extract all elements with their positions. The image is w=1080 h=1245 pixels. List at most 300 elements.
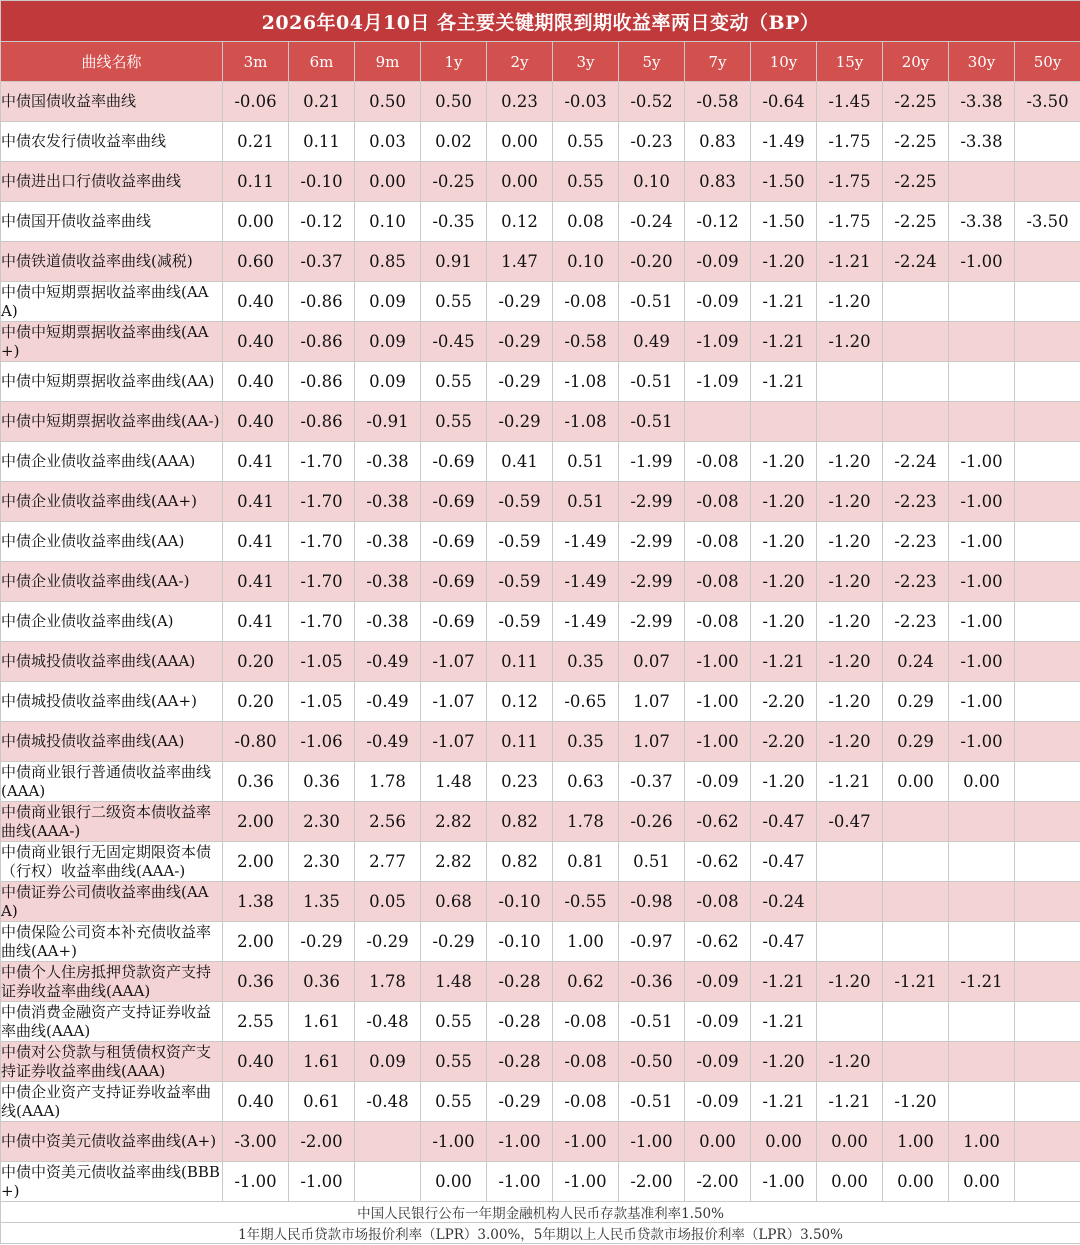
value-cell: -1.00	[223, 1162, 289, 1202]
value-cell	[949, 922, 1015, 962]
value-cell: -1.00	[685, 642, 751, 682]
value-cell: -1.00	[949, 522, 1015, 562]
value-cell: 0.36	[223, 962, 289, 1002]
value-cell: 0.40	[223, 362, 289, 402]
value-cell: -0.49	[355, 682, 421, 722]
table-row	[1, 722, 1080, 762]
value-cell: -1.07	[421, 642, 487, 682]
value-cell: 0.41	[223, 482, 289, 522]
value-cell: -1.99	[619, 442, 685, 482]
table-row	[1, 242, 1080, 282]
value-cell: 1.48	[421, 762, 487, 802]
table-row	[1, 362, 1080, 402]
value-cell: -2.23	[883, 482, 949, 522]
value-cell: -1.20	[817, 682, 883, 722]
value-cell: 0.03	[355, 122, 421, 162]
value-cell: -1.70	[289, 602, 355, 642]
value-cell: -0.51	[619, 1082, 685, 1122]
curve-name-cell: 中债企业债收益率曲线(AA)	[1, 522, 223, 562]
value-cell: 2.30	[289, 842, 355, 882]
value-cell: -0.35	[421, 202, 487, 242]
curve-name-cell: 中债中短期票据收益率曲线(AA+)	[1, 322, 223, 362]
value-cell: 0.41	[223, 562, 289, 602]
value-cell: -0.28	[487, 962, 553, 1002]
value-cell: -0.86	[289, 402, 355, 442]
value-cell: -1.21	[817, 762, 883, 802]
table-row	[1, 602, 1080, 642]
value-cell: -1.00	[949, 562, 1015, 602]
header-tenor: 9m	[355, 42, 421, 82]
value-cell: 0.41	[223, 522, 289, 562]
value-cell	[1015, 162, 1080, 202]
value-cell	[883, 842, 949, 882]
value-cell: -1.21	[949, 962, 1015, 1002]
value-cell: 0.55	[553, 162, 619, 202]
value-cell	[883, 322, 949, 362]
curve-name-cell: 中债保险公司资本补充债收益率曲线(AA+)	[1, 922, 223, 962]
value-cell: -0.51	[619, 402, 685, 442]
value-cell: -3.50	[1015, 82, 1080, 122]
header-tenor: 3y	[553, 42, 619, 82]
value-cell	[949, 322, 1015, 362]
value-cell: -0.09	[685, 1082, 751, 1122]
value-cell: 0.55	[553, 122, 619, 162]
curve-name-cell: 中债企业债收益率曲线(AA+)	[1, 482, 223, 522]
value-cell	[1015, 122, 1080, 162]
value-cell: 0.36	[223, 762, 289, 802]
value-cell: -0.47	[751, 842, 817, 882]
value-cell: 0.00	[355, 162, 421, 202]
value-cell: -1.21	[817, 242, 883, 282]
value-cell	[883, 922, 949, 962]
value-cell: 1.38	[223, 882, 289, 922]
value-cell	[949, 282, 1015, 322]
value-cell: -0.69	[421, 442, 487, 482]
value-cell: -2.23	[883, 602, 949, 642]
value-cell: -1.00	[949, 602, 1015, 642]
value-cell: 0.61	[289, 1082, 355, 1122]
value-cell: -1.20	[751, 522, 817, 562]
value-cell	[817, 1002, 883, 1042]
value-cell: -0.08	[685, 442, 751, 482]
table-row	[1, 1162, 1080, 1202]
value-cell: -2.24	[883, 242, 949, 282]
table-row	[1, 162, 1080, 202]
value-cell: -0.86	[289, 282, 355, 322]
value-cell: -0.08	[685, 482, 751, 522]
table-row	[1, 882, 1080, 922]
value-cell: -1.21	[817, 1082, 883, 1122]
value-cell: 0.36	[289, 762, 355, 802]
value-cell: -2.00	[619, 1162, 685, 1202]
value-cell: -0.50	[619, 1042, 685, 1082]
value-cell: -0.47	[817, 802, 883, 842]
value-cell: -0.38	[355, 602, 421, 642]
value-cell: -2.99	[619, 602, 685, 642]
value-cell: 0.49	[619, 322, 685, 362]
curve-name-cell: 中债城投债收益率曲线(AA)	[1, 722, 223, 762]
value-cell	[1015, 1162, 1080, 1202]
value-cell: -1.75	[817, 202, 883, 242]
value-cell: -1.20	[817, 642, 883, 682]
value-cell	[1015, 522, 1080, 562]
value-cell	[817, 842, 883, 882]
table-row	[1, 802, 1080, 842]
value-cell: -1.00	[949, 682, 1015, 722]
value-cell: 0.20	[223, 682, 289, 722]
value-cell: -0.55	[553, 882, 619, 922]
value-cell: -1.00	[619, 1122, 685, 1162]
value-cell: -1.20	[817, 482, 883, 522]
value-cell: -0.45	[421, 322, 487, 362]
value-cell: -2.23	[883, 562, 949, 602]
value-cell: -1.20	[751, 762, 817, 802]
value-cell: 1.07	[619, 682, 685, 722]
value-cell: -1.70	[289, 562, 355, 602]
value-cell: -1.20	[751, 562, 817, 602]
header-tenor: 20y	[883, 42, 949, 82]
value-cell: -0.49	[355, 642, 421, 682]
value-cell: 2.00	[223, 842, 289, 882]
value-cell	[883, 402, 949, 442]
value-cell: -0.69	[421, 602, 487, 642]
value-cell	[1015, 882, 1080, 922]
value-cell: -1.20	[817, 962, 883, 1002]
value-cell: -0.29	[355, 922, 421, 962]
value-cell: -0.28	[487, 1002, 553, 1042]
value-cell: 1.78	[553, 802, 619, 842]
curve-name-cell: 中债证券公司债收益率曲线(AAA)	[1, 882, 223, 922]
table-row	[1, 1122, 1080, 1162]
value-cell: 0.02	[421, 122, 487, 162]
value-cell: -2.00	[289, 1122, 355, 1162]
value-cell: -2.00	[685, 1162, 751, 1202]
value-cell: 0.40	[223, 402, 289, 442]
header-tenor: 2y	[487, 42, 553, 82]
value-cell: -1.00	[949, 722, 1015, 762]
value-cell: 0.08	[553, 202, 619, 242]
value-cell: -1.75	[817, 122, 883, 162]
curve-name-cell: 中债城投债收益率曲线(AAA)	[1, 642, 223, 682]
value-cell: -1.20	[817, 442, 883, 482]
value-cell: 2.56	[355, 802, 421, 842]
value-cell: -2.25	[883, 162, 949, 202]
curve-name-cell: 中债国开债收益率曲线	[1, 202, 223, 242]
value-cell: 1.00	[553, 922, 619, 962]
value-cell: -2.99	[619, 562, 685, 602]
table-row	[1, 1002, 1080, 1042]
value-cell: -1.20	[751, 482, 817, 522]
value-cell	[1015, 802, 1080, 842]
value-cell: 0.11	[487, 722, 553, 762]
value-cell: -1.20	[751, 1042, 817, 1082]
value-cell	[1015, 682, 1080, 722]
value-cell	[949, 1002, 1015, 1042]
value-cell: -0.10	[487, 882, 553, 922]
value-cell	[1015, 562, 1080, 602]
value-cell: -2.25	[883, 122, 949, 162]
value-cell: 1.47	[487, 242, 553, 282]
value-cell: -2.20	[751, 682, 817, 722]
value-cell	[949, 402, 1015, 442]
value-cell: 0.81	[553, 842, 619, 882]
curve-name-cell: 中债中短期票据收益率曲线(AA-)	[1, 402, 223, 442]
value-cell: 0.55	[421, 1082, 487, 1122]
value-cell: -1.20	[817, 722, 883, 762]
value-cell	[1015, 442, 1080, 482]
header-tenor: 3m	[223, 42, 289, 82]
header-row	[1, 42, 1080, 82]
value-cell: -1.70	[289, 442, 355, 482]
table-row	[1, 322, 1080, 362]
value-cell	[685, 402, 751, 442]
value-cell: -2.24	[883, 442, 949, 482]
value-cell: -1.20	[751, 442, 817, 482]
value-cell	[1015, 362, 1080, 402]
value-cell: -0.09	[685, 282, 751, 322]
value-cell	[817, 402, 883, 442]
header-tenor: 5y	[619, 42, 685, 82]
value-cell: -0.29	[421, 922, 487, 962]
value-cell: 0.00	[949, 1162, 1015, 1202]
value-cell: 2.00	[223, 802, 289, 842]
value-cell: 0.62	[553, 962, 619, 1002]
value-cell: 0.00	[883, 1162, 949, 1202]
value-cell: 0.36	[289, 962, 355, 1002]
table-row	[1, 962, 1080, 1002]
value-cell	[883, 362, 949, 402]
value-cell: -1.49	[553, 602, 619, 642]
curve-name-cell: 中债消费金融资产支持证券收益率曲线(AAA)	[1, 1002, 223, 1042]
value-cell: 2.55	[223, 1002, 289, 1042]
value-cell: -1.08	[553, 402, 619, 442]
value-cell: 0.83	[685, 122, 751, 162]
value-cell	[817, 882, 883, 922]
value-cell	[1015, 482, 1080, 522]
value-cell	[817, 922, 883, 962]
table-row	[1, 1042, 1080, 1082]
header-curve-name: 曲线名称	[1, 42, 223, 82]
value-cell: 0.41	[487, 442, 553, 482]
value-cell: 0.23	[487, 82, 553, 122]
curve-name-cell: 中债城投债收益率曲线(AA+)	[1, 682, 223, 722]
value-cell	[751, 402, 817, 442]
value-cell: -3.38	[949, 202, 1015, 242]
table-row	[1, 282, 1080, 322]
value-cell: 0.55	[421, 1002, 487, 1042]
value-cell: -0.49	[355, 722, 421, 762]
value-cell: -0.09	[685, 762, 751, 802]
value-cell: 0.05	[355, 882, 421, 922]
note-row	[1, 1202, 1080, 1223]
value-cell	[949, 882, 1015, 922]
value-cell: 0.21	[289, 82, 355, 122]
value-cell: -1.00	[949, 242, 1015, 282]
value-cell	[1015, 402, 1080, 442]
table-row	[1, 842, 1080, 882]
value-cell: -1.21	[751, 362, 817, 402]
value-cell	[949, 802, 1015, 842]
header-tenor: 15y	[817, 42, 883, 82]
value-cell: -0.38	[355, 442, 421, 482]
header-tenor: 6m	[289, 42, 355, 82]
value-cell: 0.09	[355, 362, 421, 402]
value-cell: -0.91	[355, 402, 421, 442]
header-tenor: 30y	[949, 42, 1015, 82]
value-cell: 0.40	[223, 322, 289, 362]
header-tenor: 1y	[421, 42, 487, 82]
value-cell	[1015, 242, 1080, 282]
value-cell: 0.07	[619, 642, 685, 682]
value-cell: 0.63	[553, 762, 619, 802]
value-cell: -0.12	[289, 202, 355, 242]
value-cell	[883, 882, 949, 922]
value-cell: -1.21	[751, 642, 817, 682]
curve-name-cell: 中债商业银行二级资本债收益率曲线(AAA-)	[1, 802, 223, 842]
value-cell: -0.25	[421, 162, 487, 202]
value-cell: 0.21	[223, 122, 289, 162]
value-cell: -1.00	[685, 722, 751, 762]
value-cell	[949, 1042, 1015, 1082]
value-cell: -0.97	[619, 922, 685, 962]
value-cell: 0.12	[487, 202, 553, 242]
value-cell: -0.59	[487, 602, 553, 642]
value-cell: -0.52	[619, 82, 685, 122]
value-cell: -0.58	[553, 322, 619, 362]
value-cell: -1.08	[553, 362, 619, 402]
value-cell: 0.00	[487, 162, 553, 202]
value-cell: -1.05	[289, 642, 355, 682]
value-cell: -1.07	[421, 682, 487, 722]
value-cell: -0.47	[751, 922, 817, 962]
value-cell: -2.99	[619, 482, 685, 522]
value-cell: 0.11	[289, 122, 355, 162]
value-cell: -0.09	[685, 242, 751, 282]
value-cell: 0.11	[487, 642, 553, 682]
value-cell: -0.24	[619, 202, 685, 242]
value-cell: 0.68	[421, 882, 487, 922]
value-cell: 0.40	[223, 1082, 289, 1122]
value-cell: -1.20	[751, 602, 817, 642]
table-row	[1, 562, 1080, 602]
value-cell: -3.38	[949, 82, 1015, 122]
value-cell: -1.21	[751, 1002, 817, 1042]
value-cell: -0.51	[619, 282, 685, 322]
curve-name-cell: 中债中短期票据收益率曲线(AA)	[1, 362, 223, 402]
value-cell: -0.09	[685, 1002, 751, 1042]
value-cell: -0.29	[487, 282, 553, 322]
value-cell: -1.06	[289, 722, 355, 762]
value-cell: -1.00	[751, 1162, 817, 1202]
value-cell: -0.69	[421, 482, 487, 522]
value-cell: -0.59	[487, 482, 553, 522]
value-cell: -1.20	[817, 322, 883, 362]
curve-name-cell: 中债企业债收益率曲线(AA-)	[1, 562, 223, 602]
value-cell: 2.00	[223, 922, 289, 962]
header-tenor: 7y	[685, 42, 751, 82]
value-cell	[355, 1122, 421, 1162]
value-cell: -0.36	[619, 962, 685, 1002]
value-cell: -0.26	[619, 802, 685, 842]
value-cell: -1.21	[751, 1082, 817, 1122]
value-cell: -1.20	[817, 562, 883, 602]
value-cell: -0.08	[553, 1042, 619, 1082]
value-cell: 0.11	[223, 162, 289, 202]
value-cell: -0.80	[223, 722, 289, 762]
value-cell	[1015, 922, 1080, 962]
value-cell	[883, 1002, 949, 1042]
value-cell: -0.10	[289, 162, 355, 202]
value-cell: -0.58	[685, 82, 751, 122]
table-row	[1, 762, 1080, 802]
value-cell: -0.08	[685, 562, 751, 602]
value-cell: -1.49	[553, 562, 619, 602]
value-cell: -0.08	[553, 1002, 619, 1042]
table-body	[1, 82, 1080, 1202]
value-cell: -0.08	[553, 282, 619, 322]
table-row	[1, 482, 1080, 522]
value-cell: -1.20	[817, 602, 883, 642]
value-cell: -1.20	[883, 1082, 949, 1122]
curve-name-cell: 中债企业债收益率曲线(A)	[1, 602, 223, 642]
value-cell: -1.00	[949, 482, 1015, 522]
value-cell	[817, 362, 883, 402]
value-cell: -1.00	[553, 1122, 619, 1162]
value-cell: -0.69	[421, 522, 487, 562]
value-cell: -1.20	[817, 522, 883, 562]
value-cell: -1.00	[949, 642, 1015, 682]
value-cell: -0.29	[289, 922, 355, 962]
value-cell: 0.41	[223, 602, 289, 642]
value-cell: -0.86	[289, 362, 355, 402]
value-cell: 0.10	[355, 202, 421, 242]
value-cell: -0.51	[619, 1002, 685, 1042]
value-cell: 0.20	[223, 642, 289, 682]
value-cell: -0.59	[487, 562, 553, 602]
note-deposit-rate: 中国人民银行公布一年期金融机构人民币存款基准利率1.50%	[1, 1202, 1080, 1223]
value-cell: -1.45	[817, 82, 883, 122]
value-cell	[1015, 1082, 1080, 1122]
value-cell: -1.09	[685, 322, 751, 362]
value-cell: 0.00	[817, 1162, 883, 1202]
curve-name-cell: 中债企业资产支持证券收益率曲线(AAA)	[1, 1082, 223, 1122]
value-cell: 0.55	[421, 282, 487, 322]
value-cell: 0.50	[421, 82, 487, 122]
value-cell	[1015, 722, 1080, 762]
value-cell	[949, 162, 1015, 202]
table-row	[1, 522, 1080, 562]
value-cell: 1.00	[949, 1122, 1015, 1162]
value-cell: -1.49	[751, 122, 817, 162]
value-cell: -3.38	[949, 122, 1015, 162]
value-cell	[1015, 1042, 1080, 1082]
value-cell: -1.09	[685, 362, 751, 402]
table-row	[1, 442, 1080, 482]
table-row	[1, 402, 1080, 442]
value-cell: 1.78	[355, 762, 421, 802]
value-cell: -1.20	[817, 282, 883, 322]
value-cell: -0.98	[619, 882, 685, 922]
value-cell: -0.03	[553, 82, 619, 122]
value-cell: -1.00	[553, 1162, 619, 1202]
value-cell	[949, 1082, 1015, 1122]
curve-name-cell: 中债中资美元债收益率曲线(A+)	[1, 1122, 223, 1162]
value-cell: -0.69	[421, 562, 487, 602]
value-cell	[883, 802, 949, 842]
value-cell: -1.20	[817, 1042, 883, 1082]
value-cell: 0.51	[553, 482, 619, 522]
value-cell: -2.25	[883, 202, 949, 242]
